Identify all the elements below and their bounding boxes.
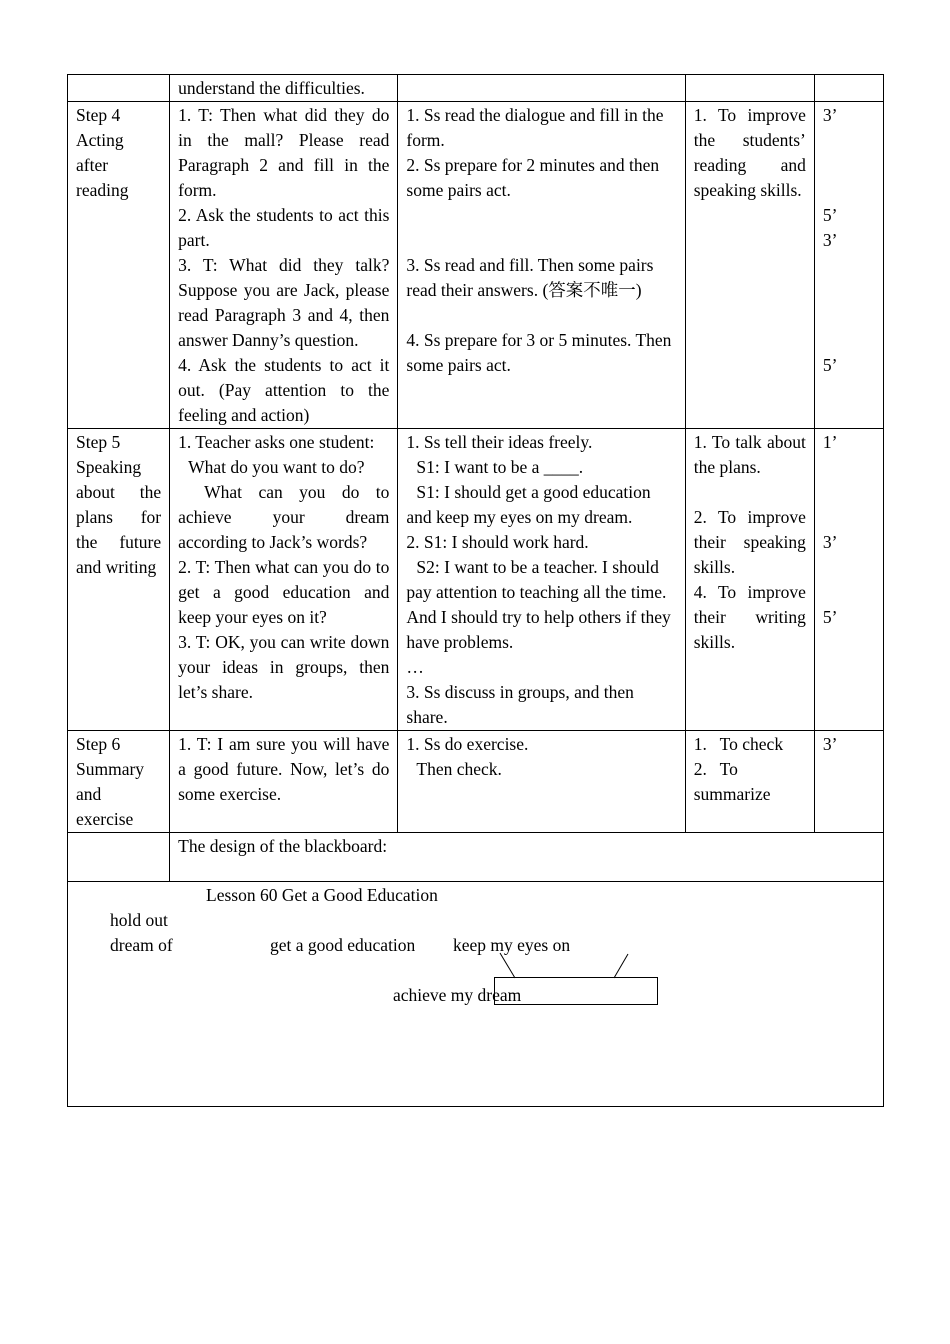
table-row-continuation	[68, 75, 884, 102]
blackboard-heading: The design of the blackboard:	[178, 836, 388, 856]
students-cell	[398, 75, 685, 102]
phrase: dream of	[110, 935, 173, 955]
purpose: 1. To talk about the plans. 2. To improve their speaking skills. 4. To improve their writing skills.	[685, 429, 814, 731]
time-cell	[814, 75, 883, 102]
blackboard-design	[68, 882, 883, 1106]
blackboard-heading-cell	[170, 833, 884, 882]
purpose-cell	[685, 75, 814, 102]
teacher-activity: 1. Teacher asks one student: What do you want to do? What can you do to achieve your dream according to Jack’s words? 2. T: Then what can you do to get a good education and keep your eyes on it? 3. T: OK, you can write down your ideas in groups, then let’s share.	[170, 429, 398, 731]
purpose: 1. To improve the students’ reading and speaking skills.	[685, 102, 814, 429]
phrase: achieve my dream	[393, 985, 522, 1005]
table-row-step-6	[68, 731, 884, 833]
table-row-blackboard-heading	[68, 833, 884, 882]
teacher-activity: 1. T: Then what did they do in the mall? Please read Paragraph 2 and fill in the form. 2. Ask the students to act this part. 3. T: What did they talk? Suppose you are Jack, please read Paragraph 3 and 4, then answer Danny’s question. 4. Ask the students to act it out. (Pay attention to the feeling and action)	[170, 102, 398, 429]
purpose: 1. To check 2. To summarize	[685, 731, 814, 833]
lesson-plan-table	[67, 74, 884, 1107]
students-activity: 1. Ss do exercise. Then check.	[398, 731, 685, 833]
teacher-cell: understand the difficulties.	[170, 75, 398, 102]
table-row-step-4	[68, 102, 884, 429]
teacher-activity: 1. T: I am sure you will have a good future. Now, let’s do some exercise.	[170, 731, 398, 833]
step-cell	[68, 75, 170, 102]
step-label: Step 6 Summary and exercise	[68, 731, 170, 833]
table-row-step-5	[68, 429, 884, 731]
time: 3’	[814, 731, 883, 833]
phrase: hold out	[110, 910, 168, 930]
step-label: Step 4 Acting after reading	[68, 102, 170, 429]
students-activity: 1. Ss read the dialogue and fill in the form. 2. Ss prepare for 2 minutes and then some pairs act. 3. Ss read and fill. Then some pairs read their answers. (答案不唯一) 4. Ss prepare for 3 or 5 minutes. Then some pairs act.	[398, 102, 685, 429]
table-row-blackboard	[68, 882, 884, 1107]
phrase: keep my eyes on	[453, 935, 571, 955]
step-label: Step 5 Speaking about the plans for the future and writing	[68, 429, 170, 731]
students-activity: 1. Ss tell their ideas freely. S1: I want to be a ____. S1: I should get a good education and keep my eyes on my dream. 2. S1: I should work hard. S2: I want to be a teacher. I should pay attention to teaching all the time. And I should try to help others if they have problems. … 3. Ss discuss in groups, and then share.	[398, 429, 685, 731]
phrase: get a good education	[270, 935, 416, 955]
time: 3’ 5’ 3’ 5’	[814, 102, 883, 429]
blackboard-title: Lesson 60 Get a Good Education	[206, 885, 438, 905]
blackboard-cell	[68, 882, 884, 1107]
step-cell	[68, 833, 170, 882]
blackboard-diagram-lines	[68, 882, 883, 1106]
time: 1’ 3’ 5’	[814, 429, 883, 731]
